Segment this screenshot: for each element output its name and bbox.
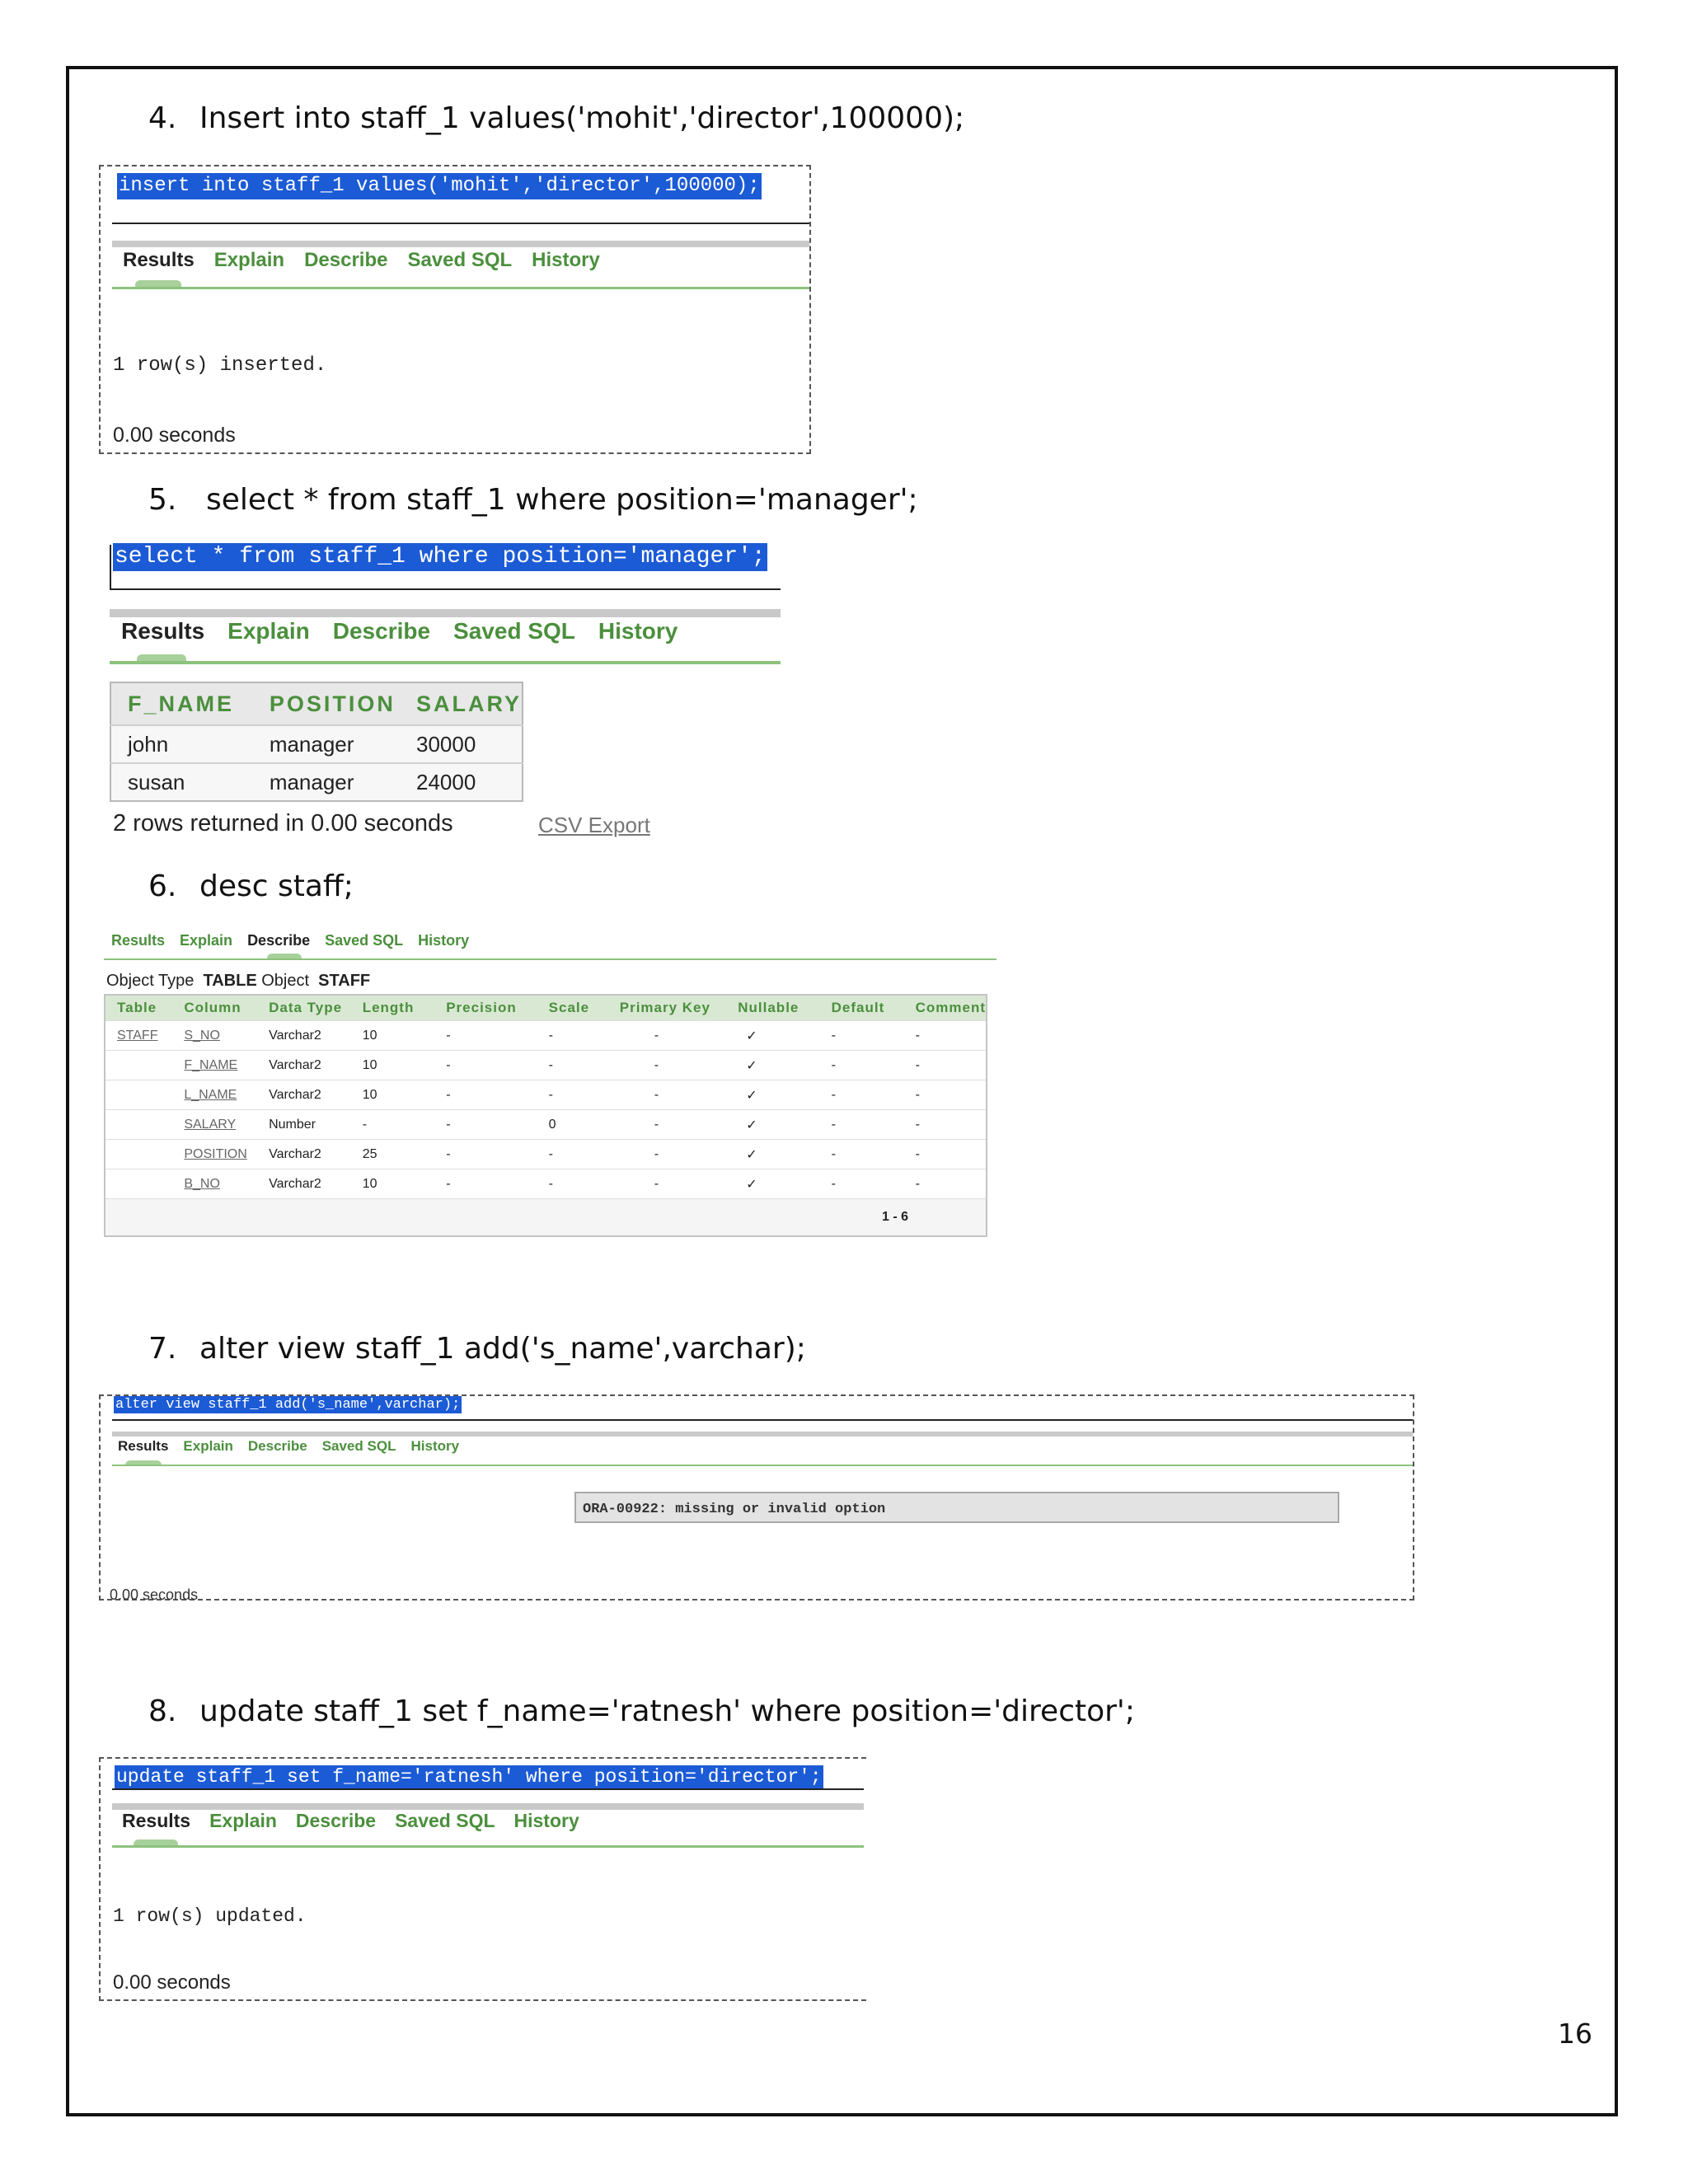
cell: Varchar2: [257, 1140, 351, 1169]
step-4-green-rule: [112, 287, 809, 289]
cell: -: [537, 1021, 608, 1051]
tab-results[interactable]: Results: [123, 249, 195, 271]
cell: -: [608, 1021, 727, 1051]
step-4-tabbar-rule: [112, 241, 809, 247]
step-8-tabbar-rule: [112, 1803, 864, 1810]
step-6-heading: 6. desc staff;: [148, 869, 354, 903]
cell: manager: [253, 763, 400, 801]
column-header: Column: [172, 995, 257, 1021]
step-7-heading: 7. alter view staff_1 add('s_name',varchar);: [148, 1332, 806, 1366]
step-5-green-rule: [110, 661, 781, 664]
cell: manager: [253, 725, 400, 763]
cell: -: [608, 1140, 727, 1169]
step-5-tabs: [121, 620, 678, 643]
nullable-check-icon: ✓: [726, 1110, 819, 1140]
step-7-green-rule: [112, 1465, 1413, 1466]
cell: 10: [351, 1169, 435, 1199]
cell: -: [608, 1051, 727, 1080]
step-4-editor-underline: [112, 223, 809, 224]
table-row: [105, 1051, 987, 1080]
cell: -: [434, 1021, 537, 1051]
step-8-screenshot: [99, 1757, 866, 2001]
step-6-green-rule: [104, 958, 996, 960]
step-6-describe-table: [104, 994, 987, 1237]
csv-export-link[interactable]: CSV Export: [538, 813, 650, 837]
column-header: Default: [820, 995, 904, 1021]
tab-describe[interactable]: Describe: [247, 932, 311, 949]
table-row: [110, 763, 523, 801]
cell: susan: [110, 763, 253, 801]
step-4-result-message: 1 row(s) inserted.: [113, 354, 327, 377]
cell: -: [537, 1051, 608, 1080]
column-header: SALARY: [400, 682, 523, 725]
tab-history[interactable]: History: [410, 1438, 460, 1454]
cell: -: [434, 1169, 537, 1199]
pagination-row: [105, 1199, 987, 1237]
step-8-result-message: 1 row(s) updated.: [113, 1905, 307, 1927]
cell: 30000: [400, 725, 523, 763]
cell: -: [434, 1110, 537, 1140]
tab-explain[interactable]: Explain: [213, 249, 285, 271]
column-header: Table: [105, 995, 172, 1021]
cell: 24000: [400, 763, 523, 801]
tab-saved-sql[interactable]: Saved SQL: [453, 618, 575, 644]
table-link[interactable]: [105, 1080, 172, 1110]
cell: 25: [351, 1140, 435, 1169]
step-5-sql-editor[interactable]: select * from staff_1 where position='manager';: [115, 544, 766, 569]
cell: -: [434, 1140, 537, 1169]
step-8-elapsed-time: 0.00 seconds: [113, 1971, 231, 1994]
step-7-editor-underline: [112, 1419, 1413, 1421]
table-link[interactable]: [105, 1110, 172, 1140]
column-link[interactable]: F_NAME: [172, 1051, 257, 1080]
object-type-label: Object Type: [106, 972, 195, 990]
nullable-check-icon: ✓: [726, 1080, 819, 1110]
cell: Number: [257, 1110, 351, 1140]
step-7-tabbar-rule: [112, 1432, 1413, 1436]
cell: john: [110, 725, 253, 763]
cell: 10: [351, 1080, 435, 1110]
step-5-editor-underline: [110, 588, 781, 590]
table-link[interactable]: STAFF: [105, 1021, 172, 1051]
tab-explain[interactable]: Explain: [180, 932, 233, 949]
cell: -: [351, 1110, 435, 1140]
cell: -: [820, 1080, 904, 1110]
cell: -: [608, 1110, 727, 1140]
cell: -: [904, 1110, 987, 1140]
cell: -: [537, 1169, 608, 1199]
cell: -: [904, 1021, 987, 1051]
step-8-tabs: [122, 1811, 579, 1830]
column-link[interactable]: POSITION: [172, 1140, 257, 1169]
step-4-screenshot: [99, 165, 811, 454]
column-header: Nullable: [726, 995, 819, 1021]
table-row: [105, 1021, 987, 1051]
column-header: Primary Key: [608, 995, 727, 1021]
cell: 10: [351, 1021, 435, 1051]
cell: -: [820, 1169, 904, 1199]
step-4-heading: 4. Insert into staff_1 values('mohit','director',100000);: [148, 101, 965, 135]
column-header: F_NAME: [110, 682, 253, 725]
table-row: [105, 1169, 987, 1199]
cell: 0: [537, 1110, 608, 1140]
step-6-tabs: [111, 933, 469, 948]
cell: -: [904, 1169, 987, 1199]
table-link[interactable]: [105, 1051, 172, 1080]
cell: -: [608, 1080, 727, 1110]
cell: -: [904, 1140, 987, 1169]
tab-saved-sql[interactable]: Saved SQL: [325, 932, 404, 949]
tab-results[interactable]: Results: [111, 932, 166, 949]
tab-describe[interactable]: Describe: [295, 1810, 377, 1831]
column-link[interactable]: L_NAME: [172, 1080, 257, 1110]
column-header: POSITION: [253, 682, 400, 725]
column-header: Data Type: [257, 995, 351, 1021]
cell: Varchar2: [257, 1051, 351, 1080]
cell: -: [434, 1051, 537, 1080]
table-row: [105, 1140, 987, 1169]
pagination-label: 1 - 6: [105, 1199, 987, 1237]
step-7-elapsed-time: 0.00 seconds: [110, 1586, 199, 1603]
step-8-green-rule: [112, 1845, 864, 1848]
tab-history[interactable]: History: [532, 249, 600, 271]
tab-describe[interactable]: Describe: [304, 249, 388, 271]
step-8-heading: 8. update staff_1 set f_name='ratnesh' where position='director';: [148, 1694, 1135, 1728]
tab-results[interactable]: Results: [121, 618, 205, 644]
cell: -: [820, 1110, 904, 1140]
object-label: Object: [261, 972, 310, 990]
table-row: [110, 725, 523, 763]
tab-describe[interactable]: Describe: [247, 1438, 307, 1454]
step-4-tabs: [123, 251, 600, 270]
column-link[interactable]: S_NO: [172, 1021, 257, 1051]
nullable-check-icon: ✓: [726, 1051, 819, 1080]
cell: -: [904, 1051, 987, 1080]
column-header: Scale: [537, 995, 608, 1021]
tab-explain[interactable]: Explain: [183, 1438, 233, 1454]
step-4-elapsed-time: 0.00 seconds: [113, 424, 236, 447]
tab-history[interactable]: History: [418, 932, 470, 949]
step-5-tabbar-rule: [110, 609, 781, 617]
cell: -: [608, 1169, 727, 1199]
cell: -: [820, 1021, 904, 1051]
nullable-check-icon: ✓: [726, 1140, 819, 1169]
step-6-object-info: [106, 972, 370, 989]
step-5-rows-summary: 2 rows returned in 0.00 seconds: [113, 810, 453, 837]
cell: Varchar2: [257, 1021, 351, 1051]
step-8-editor-underline: [112, 1788, 864, 1790]
table-row: [105, 1110, 987, 1140]
nullable-check-icon: ✓: [726, 1169, 819, 1199]
object-type-value: TABLE: [203, 972, 257, 990]
tab-history[interactable]: History: [513, 1810, 579, 1831]
step-5-heading: 5. select * from staff_1 where position='manager';: [148, 483, 918, 517]
tab-saved-sql[interactable]: Saved SQL: [395, 1810, 495, 1831]
cell: -: [537, 1140, 608, 1169]
cell: -: [434, 1080, 537, 1110]
table-link[interactable]: [105, 1169, 172, 1199]
step-7-tabs: [118, 1439, 459, 1453]
nullable-check-icon: ✓: [726, 1021, 819, 1051]
cell: Varchar2: [257, 1169, 351, 1199]
tab-describe[interactable]: Describe: [332, 618, 431, 644]
table-row: [105, 1080, 987, 1110]
step-5-results-table: [110, 682, 523, 802]
step-8-sql-editor[interactable]: update staff_1 set f_name='ratnesh' where position='director';: [116, 1766, 822, 1788]
cell: -: [537, 1080, 608, 1110]
step-7-error-message: ORA-00922: missing or invalid option: [574, 1492, 1339, 1523]
page-number: 16: [1558, 2018, 1592, 2050]
cell: -: [820, 1140, 904, 1169]
cell: -: [820, 1051, 904, 1080]
tab-explain[interactable]: Explain: [209, 1810, 277, 1831]
table-link[interactable]: [105, 1140, 172, 1169]
tab-results[interactable]: Results: [122, 1810, 191, 1831]
step-5-editor-left-edge: [110, 545, 111, 589]
column-link[interactable]: B_NO: [172, 1169, 257, 1199]
cell: Varchar2: [257, 1080, 351, 1110]
cell: 10: [351, 1051, 435, 1080]
tab-explain[interactable]: Explain: [227, 618, 310, 644]
tab-history[interactable]: History: [598, 618, 678, 644]
tab-saved-sql[interactable]: Saved SQL: [321, 1438, 396, 1454]
step-4-sql-editor[interactable]: insert into staff_1 values('mohit','director',100000);: [117, 173, 762, 199]
column-header: Comment: [904, 995, 987, 1021]
tab-results[interactable]: Results: [118, 1438, 169, 1454]
step-7-sql-editor[interactable]: alter view staff_1 add('s_name',varchar);: [115, 1397, 461, 1413]
object-value: STAFF: [318, 972, 371, 990]
column-header: Precision: [434, 995, 537, 1021]
cell: -: [904, 1080, 987, 1110]
column-link[interactable]: SALARY: [172, 1110, 257, 1140]
tab-saved-sql[interactable]: Saved SQL: [407, 249, 513, 271]
column-header: Length: [351, 995, 435, 1021]
